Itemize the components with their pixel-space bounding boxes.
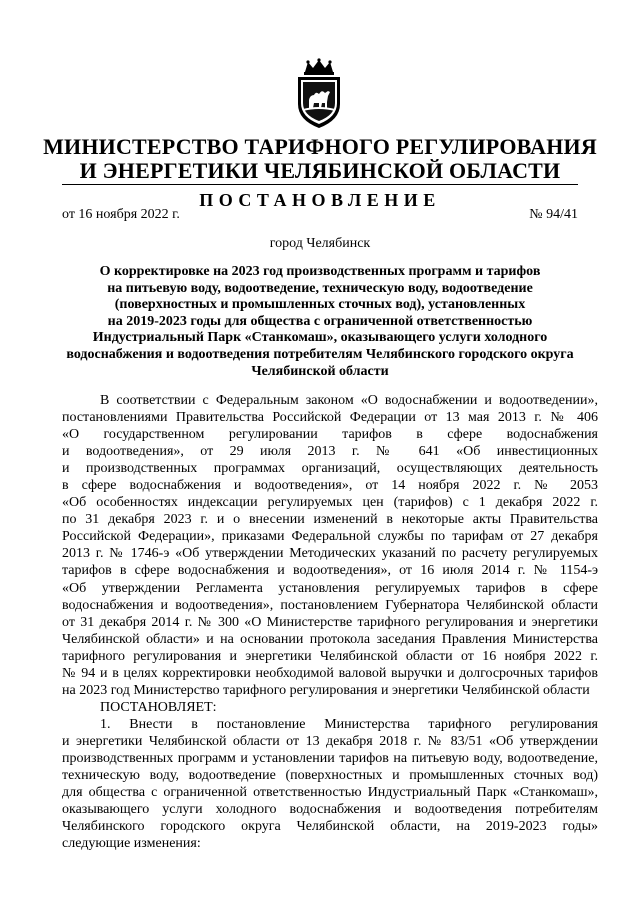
body-line: производственных программ и установлении тарифов на питьевую воду, водоотведение, (62, 750, 598, 766)
decree-city: город Челябинск (269, 236, 371, 251)
decree-subject (40, 264, 600, 380)
subject-line: на питьевую воду, водоотведение, техническую воду, водоотведение (107, 280, 533, 296)
body-line: и водоотведения», от 29 июля 2013 г. № 641 «Об инвестиционных (62, 444, 598, 460)
ministry-name-line-1: МИНИСТЕРСТВО ТАРИФНОГО РЕГУЛИРОВАНИЯ (43, 134, 597, 159)
body-line: на 2023 год Министерство тарифного регулирования и энергетики Челябинской области (62, 682, 590, 698)
body-line: техническую воду, водоотведение (поверхностных и промышленных сточных вод) (62, 768, 598, 784)
body-line: по 31 декабря 2023 г. и о внесении изменений в некоторые акты Правительства (62, 512, 598, 528)
subject-line: Челябинской области (251, 363, 389, 379)
body-line: Челябинской области» и на основании протокола заседания Правления Министерства (62, 631, 598, 647)
body-line: «Об утверждении Регламента установления регулируемых тарифов в сфере (62, 580, 598, 596)
subject-line: (поверхностных и промышленных сточных вод), установленных (114, 297, 526, 313)
decree-title: ПОСТАНОВЛЕНИЕ (199, 190, 441, 210)
decree-number: № 94/41 (529, 207, 578, 222)
subject-line: водоснабжения и водоотведения потребителям Челябинского городского округа (66, 346, 574, 362)
decree-body (62, 392, 598, 852)
body-line: оказывающего услуги холодного водоснабжения и водоотведения потребителям (62, 802, 598, 818)
body-line: и энергетики Челябинской области от 13 декабря 2018 г. № 83/51 «Об утверждении (62, 733, 598, 749)
subject-line: на 2019-2023 годы для общества с ограниченной ответственностью (107, 313, 533, 329)
resolves-keyword: ПОСТАНОВЛЯЕТ: (100, 699, 217, 715)
body-line: 1. Внести в постановление Министерства тарифного регулирования (100, 716, 598, 732)
body-line: тарифного регулирования и энергетики Челябинской области от 16 ноября 2022 г. (62, 648, 598, 664)
ministry-name-line-2: И ЭНЕРГЕТИКИ ЧЕЛЯБИНСКОЙ ОБЛАСТИ (79, 158, 561, 183)
body-line: № 94 и в целях корректировки необходимой валовой выручки и долгосрочных тарифов (62, 665, 598, 681)
body-line: «Об особенностях индексации регулируемых цен (тарифов) с 1 декабря 2022 г. (62, 495, 598, 511)
body-line: от 31 декабря 2014 г. № 300 «О Министерстве тарифного регулирования и энергетики (62, 614, 598, 630)
decree-date: от 16 ноября 2022 г. (62, 207, 180, 222)
body-line: водоснабжения и водоотведения», постановлением Губернатора Челябинской области (62, 597, 598, 613)
body-line: и производственных программах организаций, осуществляющих деятельность (62, 461, 598, 477)
body-line: 2013 г. № 1746-э «Об утверждении Методических указаний по расчету регулируемых (62, 546, 598, 562)
body-line: В соответствии с Федеральным законом «О водоснабжении и водоотведении», (100, 393, 598, 408)
body-line: «О государственном регулировании тарифов в сфере водоснабжения (62, 427, 598, 443)
body-line: постановлениями Правительства Российской Федерации от 13 мая 2013 г. № 406 (62, 410, 598, 426)
body-line: в сфере водоснабжения и водоотведения», от 14 ноября 2022 г. № 2053 (62, 478, 598, 494)
subject-line: О корректировке на 2023 год производственных программ и тарифов (99, 264, 541, 279)
coat-of-arms-icon (292, 58, 346, 130)
body-line: следующие изменения: (62, 836, 201, 852)
body-line: Челябинского городского округа Челябинской области, на 2019-2023 годы» (62, 819, 598, 835)
body-line: для общества с ограниченной ответственностью Индустриальный Парк «Станкомаш», (62, 785, 598, 801)
body-line: Российской Федерации», приказами Федеральной службы по тарифам от 27 декабря (62, 529, 598, 545)
body-line: тарифов в сфере водоснабжения и водоотведения», от 16 июля 2014 г. № 1154-э (62, 563, 598, 579)
subject-line: Индустриальный Парк «Станкомаш», оказывающего услуги холодного (92, 330, 548, 346)
header-divider (62, 184, 578, 185)
